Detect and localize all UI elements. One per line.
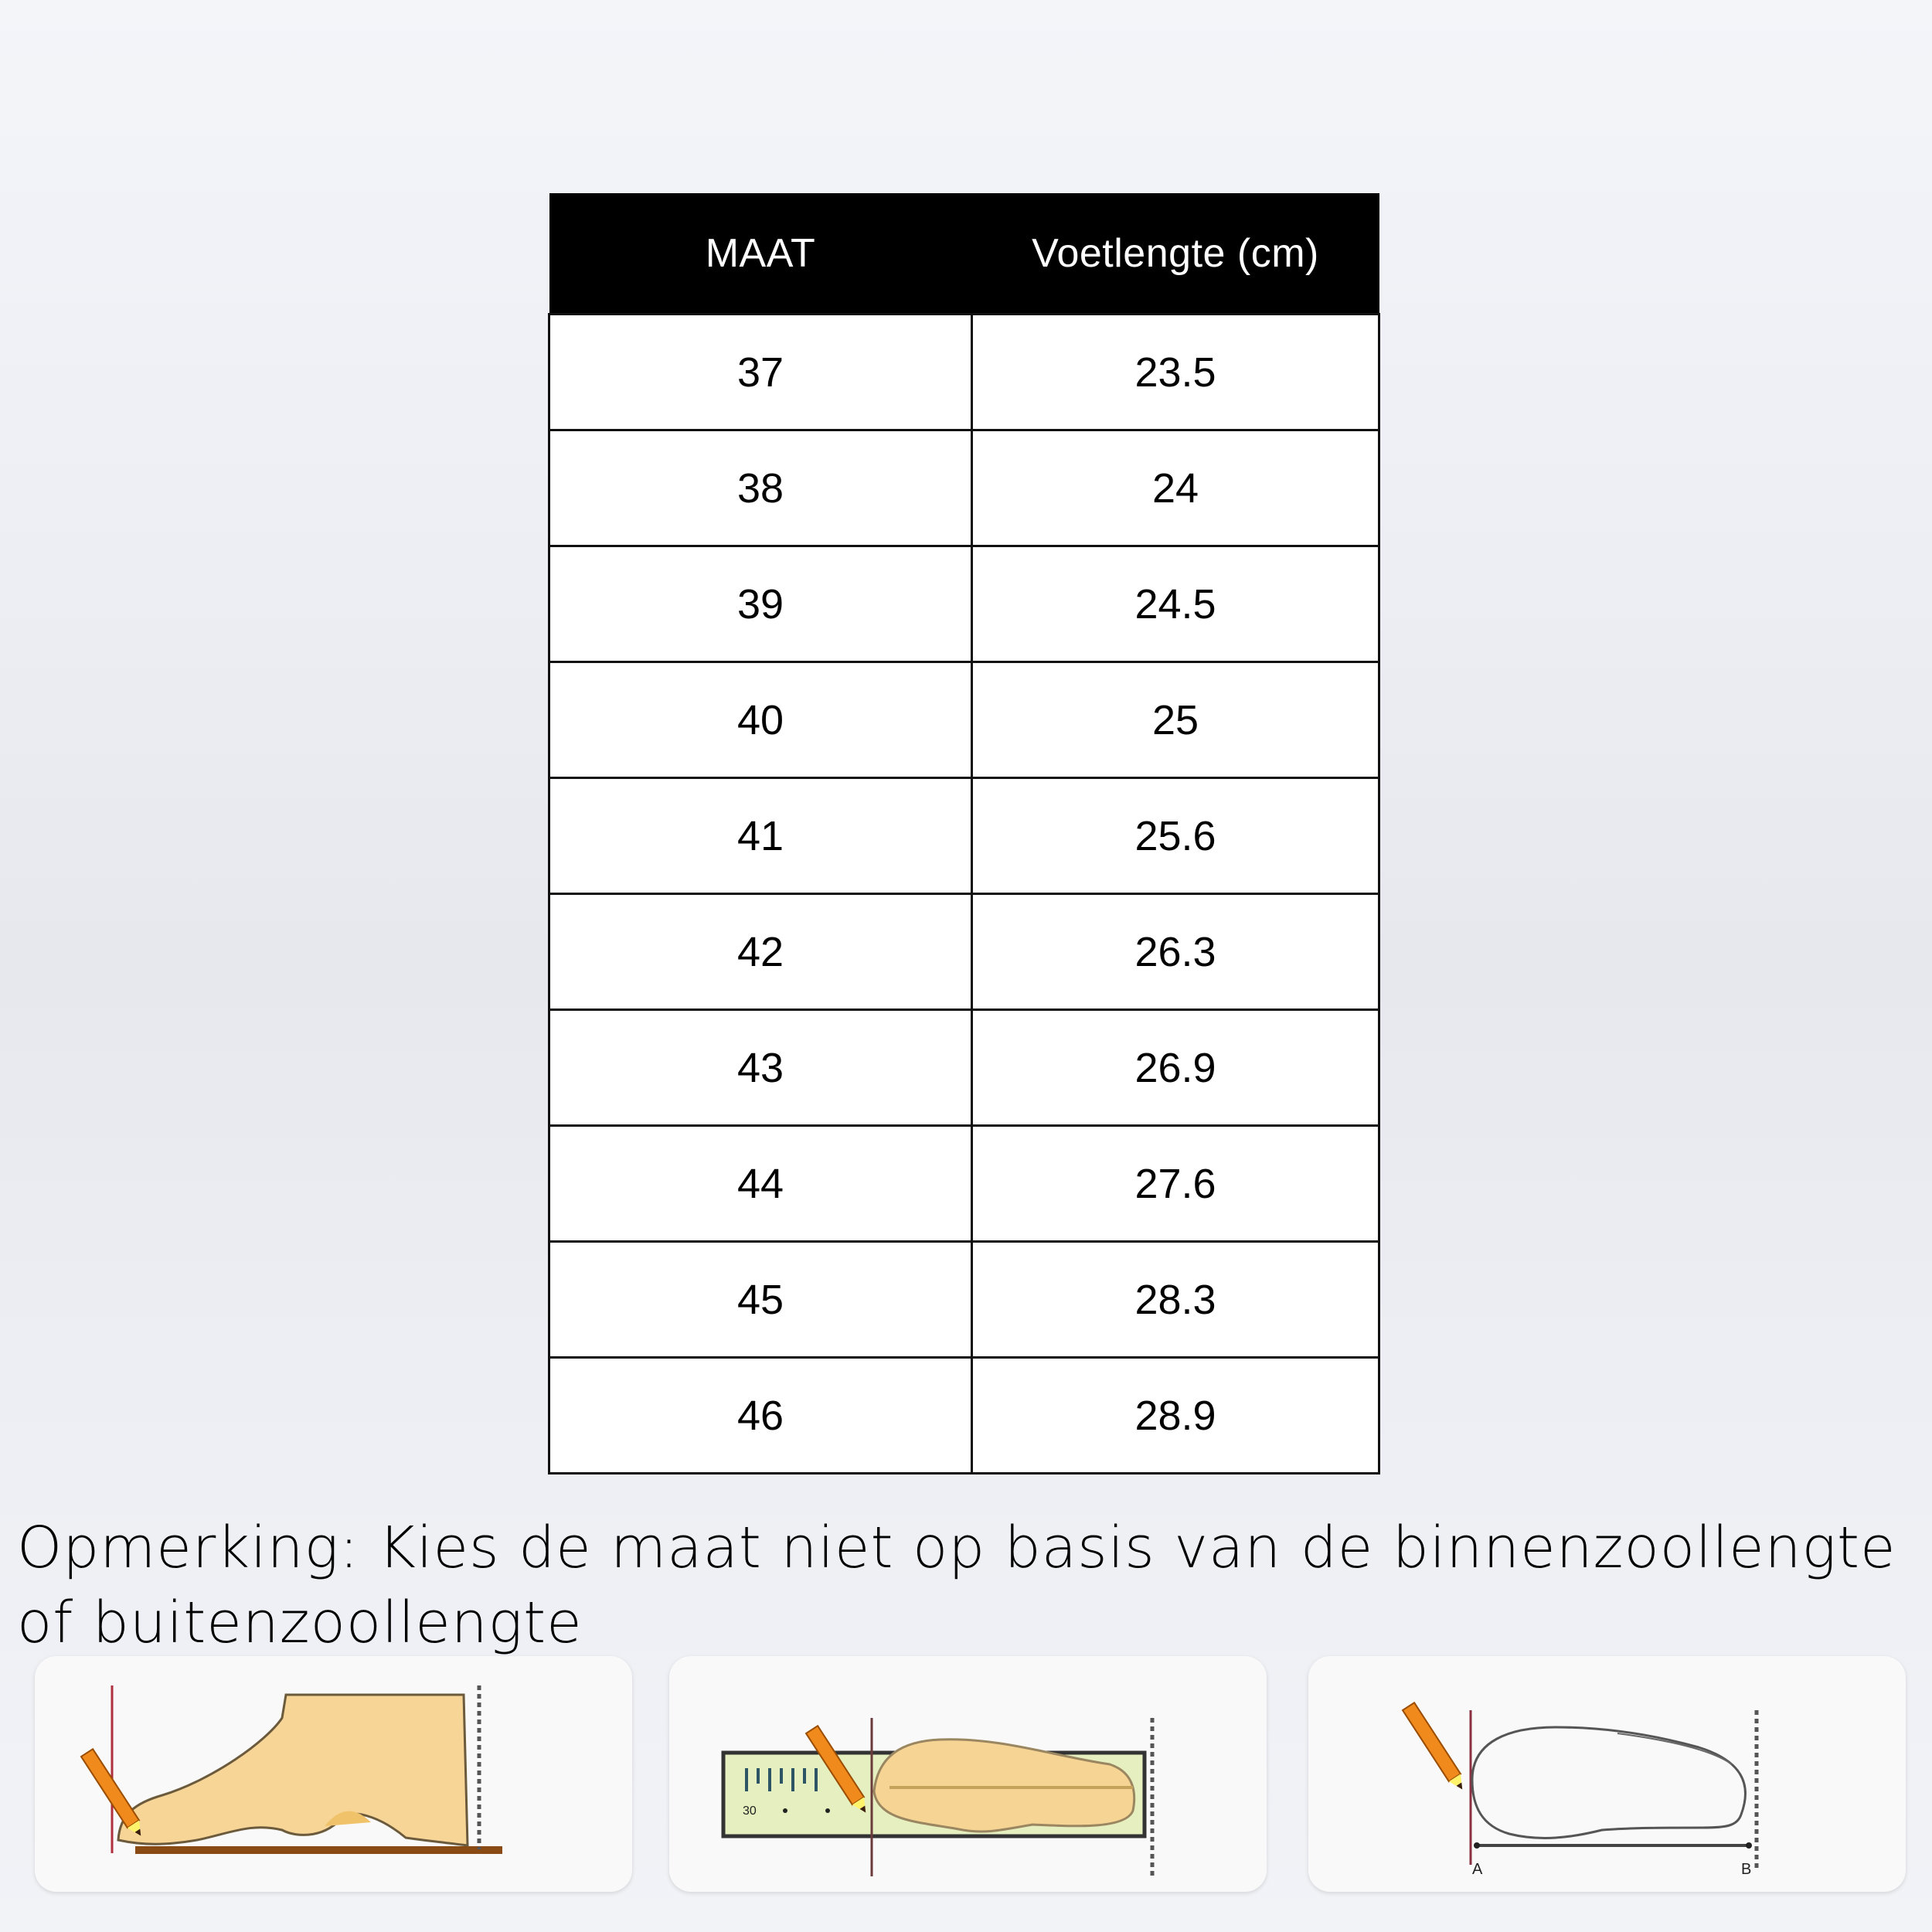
cell-length: 28.3 [972, 1242, 1379, 1358]
svg-text:30: 30 [743, 1804, 757, 1818]
size-chart-table [548, 193, 1380, 1475]
table-row [549, 778, 1379, 894]
illustration-card-side-view [35, 1656, 632, 1892]
label-a: A [1472, 1861, 1483, 1878]
table-row [549, 1242, 1379, 1358]
cell-size: 45 [549, 1242, 972, 1358]
cell-length: 26.9 [972, 1010, 1379, 1126]
cell-size: 41 [549, 778, 972, 894]
cell-length: 24 [972, 430, 1379, 546]
cell-length: 25.6 [972, 778, 1379, 894]
cell-size: 40 [549, 662, 972, 778]
foot-outline-ab-icon [1308, 1656, 1906, 1892]
label-b: B [1741, 1861, 1752, 1878]
cell-length: 24.5 [972, 546, 1379, 662]
table-row [549, 1126, 1379, 1242]
header-size: MAAT [549, 193, 972, 315]
table-row [549, 1010, 1379, 1126]
cell-length: 26.3 [972, 894, 1379, 1010]
table-row [549, 315, 1379, 430]
sizing-note [17, 1511, 1926, 1661]
cell-length: 25 [972, 662, 1379, 778]
table-row [549, 1358, 1379, 1474]
cell-size: 44 [549, 1126, 972, 1242]
illustration-card-outline-view [1308, 1656, 1906, 1892]
cell-size: 39 [549, 546, 972, 662]
cell-size: 43 [549, 1010, 972, 1126]
illustration-card-ruler-view [669, 1656, 1267, 1892]
foot-side-measure-icon [35, 1656, 632, 1892]
note-line-2: of buitenzoollengte [17, 1590, 583, 1656]
header-foot-length: Voetlengte (cm) [972, 193, 1379, 315]
cell-size: 46 [549, 1358, 972, 1474]
cell-size: 38 [549, 430, 972, 546]
cell-size: 37 [549, 315, 972, 430]
cell-length: 23.5 [972, 315, 1379, 430]
cell-length: 27.6 [972, 1126, 1379, 1242]
cell-length: 28.9 [972, 1358, 1379, 1474]
table-header-row [549, 193, 1379, 315]
table-row [549, 894, 1379, 1010]
table-row [549, 430, 1379, 546]
table-row [549, 546, 1379, 662]
cell-size: 42 [549, 894, 972, 1010]
note-line-1: Opmerking: Kies de maat niet op basis van de binnenzoollengte [17, 1515, 1896, 1581]
foot-top-ruler-icon [669, 1656, 1267, 1892]
table-row [549, 662, 1379, 778]
